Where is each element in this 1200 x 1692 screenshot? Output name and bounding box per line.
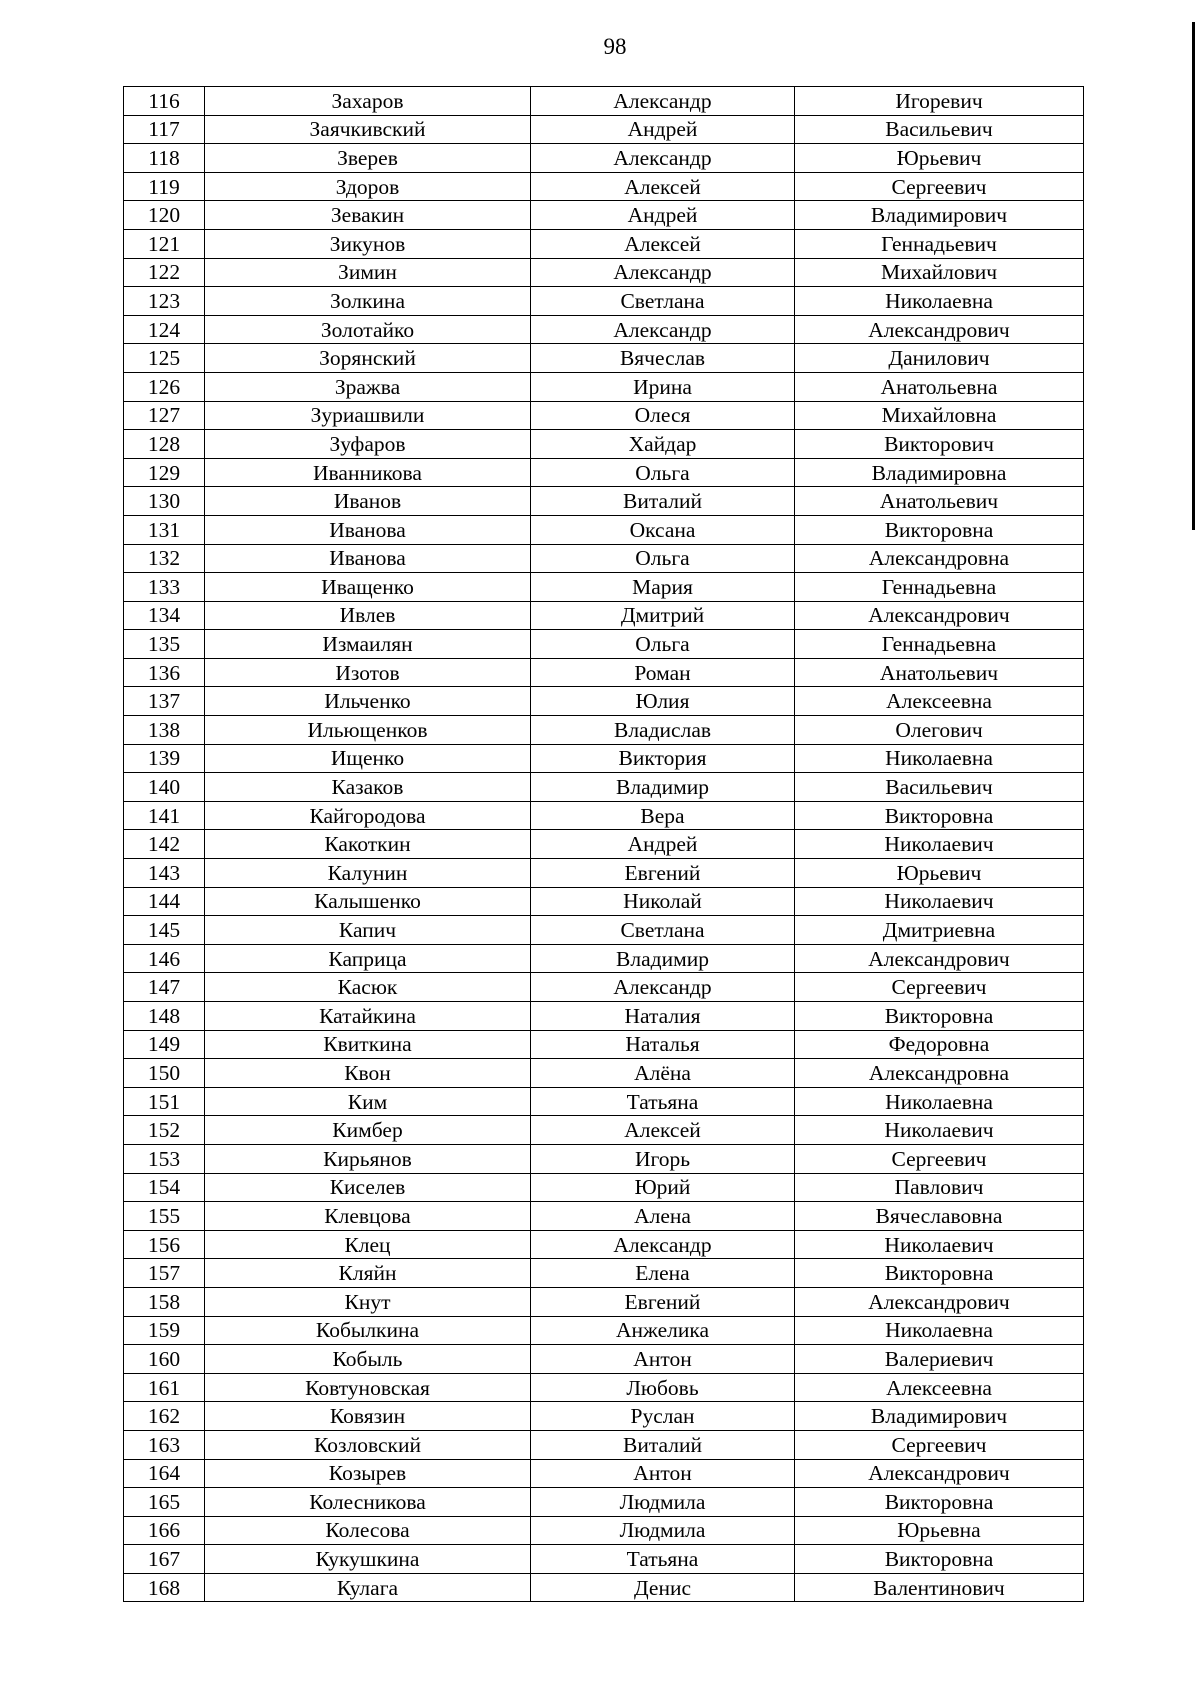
patronymic-cell: Михайловна xyxy=(795,401,1084,430)
first-name-cell: Елена xyxy=(531,1259,795,1288)
table-row xyxy=(124,687,1084,716)
row-number-cell: 118 xyxy=(124,144,205,173)
table-row xyxy=(124,287,1084,316)
last-name-cell: Кляйн xyxy=(205,1259,531,1288)
patronymic-cell: Викторовна xyxy=(795,1259,1084,1288)
patronymic-cell: Николаевна xyxy=(795,287,1084,316)
patronymic-cell: Александровна xyxy=(795,1059,1084,1088)
last-name-cell: Колесникова xyxy=(205,1488,531,1517)
last-name-cell: Заячкивский xyxy=(205,115,531,144)
table-row xyxy=(124,144,1084,173)
first-name-cell: Александр xyxy=(531,315,795,344)
row-number-cell: 148 xyxy=(124,1002,205,1031)
row-number-cell: 139 xyxy=(124,744,205,773)
table-row xyxy=(124,458,1084,487)
last-name-cell: Измаилян xyxy=(205,630,531,659)
patronymic-cell: Александрович xyxy=(795,601,1084,630)
first-name-cell: Евгений xyxy=(531,859,795,888)
first-name-cell: Владислав xyxy=(531,716,795,745)
first-name-cell: Евгений xyxy=(531,1287,795,1316)
last-name-cell: Иванникова xyxy=(205,458,531,487)
first-name-cell: Алена xyxy=(531,1202,795,1231)
row-number-cell: 143 xyxy=(124,859,205,888)
last-name-cell: Ивлев xyxy=(205,601,531,630)
last-name-cell: Иванова xyxy=(205,515,531,544)
patronymic-cell: Дмитриевна xyxy=(795,916,1084,945)
roster-table-body xyxy=(124,87,1084,1602)
row-number-cell: 135 xyxy=(124,630,205,659)
first-name-cell: Татьяна xyxy=(531,1087,795,1116)
first-name-cell: Оксана xyxy=(531,515,795,544)
first-name-cell: Виктория xyxy=(531,744,795,773)
table-row xyxy=(124,87,1084,116)
table-row xyxy=(124,1230,1084,1259)
last-name-cell: Ким xyxy=(205,1087,531,1116)
row-number-cell: 162 xyxy=(124,1402,205,1431)
patronymic-cell: Сергеевич xyxy=(795,1430,1084,1459)
first-name-cell: Александр xyxy=(531,1230,795,1259)
patronymic-cell: Викторовна xyxy=(795,1488,1084,1517)
first-name-cell: Владимир xyxy=(531,944,795,973)
first-name-cell: Андрей xyxy=(531,115,795,144)
first-name-cell: Руслан xyxy=(531,1402,795,1431)
table-row xyxy=(124,372,1084,401)
last-name-cell: Кобылкина xyxy=(205,1316,531,1345)
table-row xyxy=(124,1259,1084,1288)
patronymic-cell: Алексеевна xyxy=(795,687,1084,716)
last-name-cell: Иванова xyxy=(205,544,531,573)
table-row xyxy=(124,658,1084,687)
row-number-cell: 138 xyxy=(124,716,205,745)
table-row xyxy=(124,1373,1084,1402)
first-name-cell: Антон xyxy=(531,1345,795,1374)
patronymic-cell: Васильевич xyxy=(795,115,1084,144)
table-row xyxy=(124,1144,1084,1173)
table-row xyxy=(124,973,1084,1002)
patronymic-cell: Александрович xyxy=(795,315,1084,344)
last-name-cell: Колесова xyxy=(205,1516,531,1545)
patronymic-cell: Владимировна xyxy=(795,458,1084,487)
row-number-cell: 151 xyxy=(124,1087,205,1116)
first-name-cell: Ольга xyxy=(531,630,795,659)
last-name-cell: Иващенко xyxy=(205,573,531,602)
row-number-cell: 153 xyxy=(124,1144,205,1173)
patronymic-cell: Олегович xyxy=(795,716,1084,745)
row-number-cell: 161 xyxy=(124,1373,205,1402)
table-row xyxy=(124,773,1084,802)
patronymic-cell: Геннадьевна xyxy=(795,573,1084,602)
last-name-cell: Зуфаров xyxy=(205,430,531,459)
row-number-cell: 154 xyxy=(124,1173,205,1202)
patronymic-cell: Юрьевич xyxy=(795,144,1084,173)
patronymic-cell: Викторович xyxy=(795,430,1084,459)
row-number-cell: 144 xyxy=(124,887,205,916)
last-name-cell: Изотов xyxy=(205,658,531,687)
row-number-cell: 132 xyxy=(124,544,205,573)
first-name-cell: Андрей xyxy=(531,201,795,230)
last-name-cell: Калышенко xyxy=(205,887,531,916)
first-name-cell: Олеся xyxy=(531,401,795,430)
row-number-cell: 122 xyxy=(124,258,205,287)
page-number: 98 xyxy=(603,34,627,59)
table-row xyxy=(124,801,1084,830)
last-name-cell: Кулага xyxy=(205,1573,531,1602)
last-name-cell: Ильченко xyxy=(205,687,531,716)
first-name-cell: Роман xyxy=(531,658,795,687)
table-row xyxy=(124,115,1084,144)
last-name-cell: Козловский xyxy=(205,1430,531,1459)
table-row xyxy=(124,1087,1084,1116)
last-name-cell: Зорянский xyxy=(205,344,531,373)
table-row xyxy=(124,601,1084,630)
last-name-cell: Капич xyxy=(205,916,531,945)
row-number-cell: 126 xyxy=(124,372,205,401)
last-name-cell: Каприца xyxy=(205,944,531,973)
patronymic-cell: Геннадьевич xyxy=(795,229,1084,258)
row-number-cell: 163 xyxy=(124,1430,205,1459)
row-number-cell: 136 xyxy=(124,658,205,687)
patronymic-cell: Федоровна xyxy=(795,1030,1084,1059)
first-name-cell: Ирина xyxy=(531,372,795,401)
row-number-cell: 127 xyxy=(124,401,205,430)
patronymic-cell: Николаевич xyxy=(795,830,1084,859)
first-name-cell: Денис xyxy=(531,1573,795,1602)
patronymic-cell: Николаевич xyxy=(795,887,1084,916)
row-number-cell: 164 xyxy=(124,1459,205,1488)
table-row xyxy=(124,258,1084,287)
row-number-cell: 165 xyxy=(124,1488,205,1517)
patronymic-cell: Анатольевна xyxy=(795,372,1084,401)
table-row xyxy=(124,1545,1084,1574)
first-name-cell: Вячеслав xyxy=(531,344,795,373)
last-name-cell: Ильющенков xyxy=(205,716,531,745)
first-name-cell: Юрий xyxy=(531,1173,795,1202)
row-number-cell: 133 xyxy=(124,573,205,602)
patronymic-cell: Николаевич xyxy=(795,1230,1084,1259)
first-name-cell: Татьяна xyxy=(531,1545,795,1574)
row-number-cell: 125 xyxy=(124,344,205,373)
row-number-cell: 117 xyxy=(124,115,205,144)
last-name-cell: Ковязин xyxy=(205,1402,531,1431)
table-row xyxy=(124,344,1084,373)
first-name-cell: Алексей xyxy=(531,229,795,258)
first-name-cell: Дмитрий xyxy=(531,601,795,630)
last-name-cell: Золотайко xyxy=(205,315,531,344)
patronymic-cell: Юрьевич xyxy=(795,859,1084,888)
patronymic-cell: Анатольевич xyxy=(795,658,1084,687)
last-name-cell: Кнут xyxy=(205,1287,531,1316)
row-number-cell: 146 xyxy=(124,944,205,973)
first-name-cell: Вера xyxy=(531,801,795,830)
row-number-cell: 119 xyxy=(124,172,205,201)
table-row xyxy=(124,859,1084,888)
table-row xyxy=(124,1202,1084,1231)
table-row xyxy=(124,172,1084,201)
row-number-cell: 167 xyxy=(124,1545,205,1574)
patronymic-cell: Михайлович xyxy=(795,258,1084,287)
row-number-cell: 120 xyxy=(124,201,205,230)
first-name-cell: Алексей xyxy=(531,172,795,201)
first-name-cell: Андрей xyxy=(531,830,795,859)
table-row xyxy=(124,201,1084,230)
first-name-cell: Ольга xyxy=(531,544,795,573)
first-name-cell: Виталий xyxy=(531,487,795,516)
last-name-cell: Калунин xyxy=(205,859,531,888)
last-name-cell: Козырев xyxy=(205,1459,531,1488)
patronymic-cell: Алексеевна xyxy=(795,1373,1084,1402)
patronymic-cell: Валентинович xyxy=(795,1573,1084,1602)
patronymic-cell: Викторовна xyxy=(795,515,1084,544)
last-name-cell: Кобыль xyxy=(205,1345,531,1374)
last-name-cell: Квиткина xyxy=(205,1030,531,1059)
first-name-cell: Александр xyxy=(531,973,795,1002)
table-row xyxy=(124,1488,1084,1517)
table-row xyxy=(124,1345,1084,1374)
row-number-cell: 168 xyxy=(124,1573,205,1602)
first-name-cell: Светлана xyxy=(531,287,795,316)
table-row xyxy=(124,315,1084,344)
table-row xyxy=(124,1430,1084,1459)
first-name-cell: Наталия xyxy=(531,1002,795,1031)
patronymic-cell: Сергеевич xyxy=(795,172,1084,201)
scan-edge-line xyxy=(1192,22,1195,530)
last-name-cell: Зражва xyxy=(205,372,531,401)
first-name-cell: Антон xyxy=(531,1459,795,1488)
last-name-cell: Клец xyxy=(205,1230,531,1259)
last-name-cell: Зимин xyxy=(205,258,531,287)
patronymic-cell: Васильевич xyxy=(795,773,1084,802)
table-row xyxy=(124,430,1084,459)
last-name-cell: Кирьянов xyxy=(205,1144,531,1173)
row-number-cell: 160 xyxy=(124,1345,205,1374)
patronymic-cell: Геннадьевна xyxy=(795,630,1084,659)
row-number-cell: 116 xyxy=(124,87,205,116)
patronymic-cell: Анатольевич xyxy=(795,487,1084,516)
row-number-cell: 159 xyxy=(124,1316,205,1345)
table-row xyxy=(124,1316,1084,1345)
last-name-cell: Какоткин xyxy=(205,830,531,859)
table-row xyxy=(124,515,1084,544)
first-name-cell: Александр xyxy=(531,258,795,287)
row-number-cell: 149 xyxy=(124,1030,205,1059)
last-name-cell: Ищенко xyxy=(205,744,531,773)
table-row xyxy=(124,401,1084,430)
first-name-cell: Наталья xyxy=(531,1030,795,1059)
row-number-cell: 142 xyxy=(124,830,205,859)
last-name-cell: Зикунов xyxy=(205,229,531,258)
table-row xyxy=(124,887,1084,916)
patronymic-cell: Юрьевна xyxy=(795,1516,1084,1545)
table-row xyxy=(124,1173,1084,1202)
patronymic-cell: Владимирович xyxy=(795,1402,1084,1431)
last-name-cell: Зевакин xyxy=(205,201,531,230)
last-name-cell: Кайгородова xyxy=(205,801,531,830)
table-row xyxy=(124,744,1084,773)
patronymic-cell: Павлович xyxy=(795,1173,1084,1202)
last-name-cell: Касюк xyxy=(205,973,531,1002)
last-name-cell: Ковтуновская xyxy=(205,1373,531,1402)
last-name-cell: Казаков xyxy=(205,773,531,802)
patronymic-cell: Игоревич xyxy=(795,87,1084,116)
last-name-cell: Зуриашвили xyxy=(205,401,531,430)
first-name-cell: Людмила xyxy=(531,1516,795,1545)
first-name-cell: Мария xyxy=(531,573,795,602)
patronymic-cell: Сергеевич xyxy=(795,973,1084,1002)
first-name-cell: Людмила xyxy=(531,1488,795,1517)
first-name-cell: Владимир xyxy=(531,773,795,802)
first-name-cell: Любовь xyxy=(531,1373,795,1402)
first-name-cell: Александр xyxy=(531,144,795,173)
row-number-cell: 147 xyxy=(124,973,205,1002)
patronymic-cell: Данилович xyxy=(795,344,1084,373)
row-number-cell: 121 xyxy=(124,229,205,258)
last-name-cell: Здоров xyxy=(205,172,531,201)
last-name-cell: Кукушкина xyxy=(205,1545,531,1574)
row-number-cell: 129 xyxy=(124,458,205,487)
patronymic-cell: Сергеевич xyxy=(795,1144,1084,1173)
patronymic-cell: Николаевна xyxy=(795,1316,1084,1345)
row-number-cell: 145 xyxy=(124,916,205,945)
first-name-cell: Игорь xyxy=(531,1144,795,1173)
patronymic-cell: Александровна xyxy=(795,544,1084,573)
patronymic-cell: Вячеславовна xyxy=(795,1202,1084,1231)
patronymic-cell: Валериевич xyxy=(795,1345,1084,1374)
row-number-cell: 150 xyxy=(124,1059,205,1088)
row-number-cell: 124 xyxy=(124,315,205,344)
first-name-cell: Ольга xyxy=(531,458,795,487)
table-row xyxy=(124,487,1084,516)
patronymic-cell: Александрович xyxy=(795,944,1084,973)
first-name-cell: Александр xyxy=(531,87,795,116)
first-name-cell: Николай xyxy=(531,887,795,916)
patronymic-cell: Владимирович xyxy=(795,201,1084,230)
first-name-cell: Светлана xyxy=(531,916,795,945)
table-row xyxy=(124,229,1084,258)
row-number-cell: 155 xyxy=(124,1202,205,1231)
table-row xyxy=(124,1116,1084,1145)
row-number-cell: 158 xyxy=(124,1287,205,1316)
table-row xyxy=(124,1287,1084,1316)
last-name-cell: Кимбер xyxy=(205,1116,531,1145)
patronymic-cell: Александрович xyxy=(795,1287,1084,1316)
last-name-cell: Захаров xyxy=(205,87,531,116)
table-row xyxy=(124,1573,1084,1602)
row-number-cell: 141 xyxy=(124,801,205,830)
row-number-cell: 137 xyxy=(124,687,205,716)
last-name-cell: Клевцова xyxy=(205,1202,531,1231)
last-name-cell: Катайкина xyxy=(205,1002,531,1031)
first-name-cell: Виталий xyxy=(531,1430,795,1459)
table-row xyxy=(124,1030,1084,1059)
table-row xyxy=(124,1516,1084,1545)
patronymic-cell: Николаевна xyxy=(795,1087,1084,1116)
table-row xyxy=(124,573,1084,602)
table-row xyxy=(124,1402,1084,1431)
patronymic-cell: Александрович xyxy=(795,1459,1084,1488)
row-number-cell: 123 xyxy=(124,287,205,316)
row-number-cell: 131 xyxy=(124,515,205,544)
last-name-cell: Золкина xyxy=(205,287,531,316)
row-number-cell: 152 xyxy=(124,1116,205,1145)
last-name-cell: Зверев xyxy=(205,144,531,173)
table-row xyxy=(124,944,1084,973)
table-row xyxy=(124,916,1084,945)
first-name-cell: Анжелика xyxy=(531,1316,795,1345)
first-name-cell: Алексей xyxy=(531,1116,795,1145)
first-name-cell: Юлия xyxy=(531,687,795,716)
patronymic-cell: Викторовна xyxy=(795,1545,1084,1574)
table-row xyxy=(124,544,1084,573)
table-row xyxy=(124,630,1084,659)
last-name-cell: Квон xyxy=(205,1059,531,1088)
row-number-cell: 128 xyxy=(124,430,205,459)
patronymic-cell: Викторовна xyxy=(795,801,1084,830)
first-name-cell: Хайдар xyxy=(531,430,795,459)
row-number-cell: 166 xyxy=(124,1516,205,1545)
roster-table xyxy=(123,86,1084,1602)
table-row xyxy=(124,1459,1084,1488)
last-name-cell: Киселев xyxy=(205,1173,531,1202)
patronymic-cell: Николаевич xyxy=(795,1116,1084,1145)
table-row xyxy=(124,830,1084,859)
row-number-cell: 130 xyxy=(124,487,205,516)
row-number-cell: 157 xyxy=(124,1259,205,1288)
patronymic-cell: Викторовна xyxy=(795,1002,1084,1031)
first-name-cell: Алёна xyxy=(531,1059,795,1088)
table-row xyxy=(124,716,1084,745)
patronymic-cell: Николаевна xyxy=(795,744,1084,773)
row-number-cell: 134 xyxy=(124,601,205,630)
table-row xyxy=(124,1002,1084,1031)
row-number-cell: 156 xyxy=(124,1230,205,1259)
table-row xyxy=(124,1059,1084,1088)
last-name-cell: Иванов xyxy=(205,487,531,516)
row-number-cell: 140 xyxy=(124,773,205,802)
